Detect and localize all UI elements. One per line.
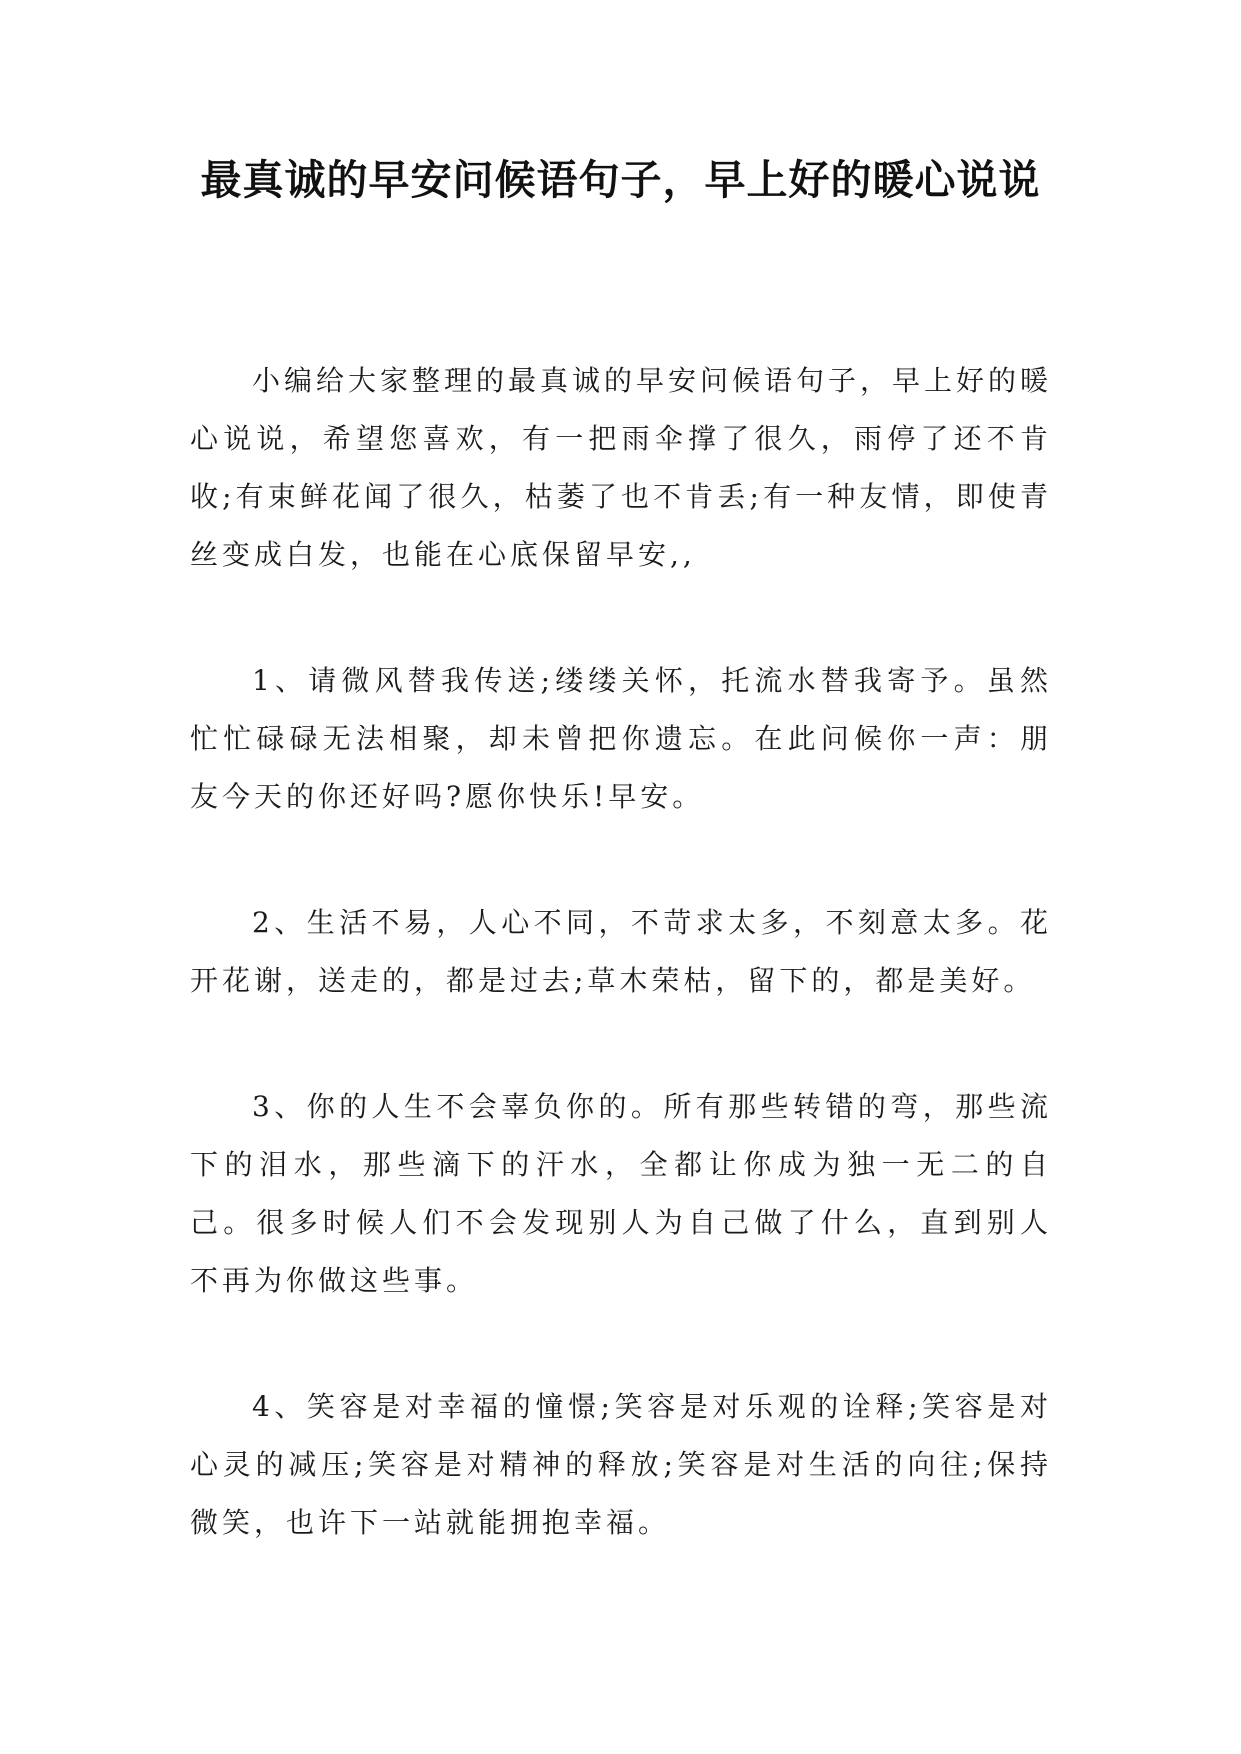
list-item: 1、请微风替我传送;缕缕关怀，托流水替我寄予。虽然忙忙碌碌无法相聚，却未曾把你遗忘。在此问候你一声：朋友今天的你还好吗?愿你快乐!早安。 [190,664,1052,813]
document-title: 最真诚的早安问候语句子，早上好的暖心说说 [200,156,1041,204]
intro-paragraph: 小编给大家整理的最真诚的早安问候语句子，早上好的暖心说说，希望您喜欢，有一把雨伞撑了很久，雨停了还不肯收;有束鲜花闻了很久，枯萎了也不肯丢;有一种友情，即使青丝变成白发，也能在心底保留早安,, [190,364,1053,571]
document-body [190,352,1052,1620]
list-item: 3、你的人生不会辜负你的。所有那些转错的弯，那些流下的泪水，那些滴下的汗水，全都让你成为独一无二的自己。很多时候人们不会发现别人为自己做了什么，直到别人不再为你做这些事。 [190,1090,1052,1297]
list-item: 2、生活不易，人心不同，不苛求太多，不刻意太多。花开花谢，送走的，都是过去;草木荣枯，留下的，都是美好。 [190,906,1052,997]
list-item: 4、笑容是对幸福的憧憬;笑容是对乐观的诠释;笑容是对心灵的减压;笑容是对精神的释放;笑容是对生活的向往;保持微笑，也许下一站就能拥抱幸福。 [190,1390,1052,1539]
